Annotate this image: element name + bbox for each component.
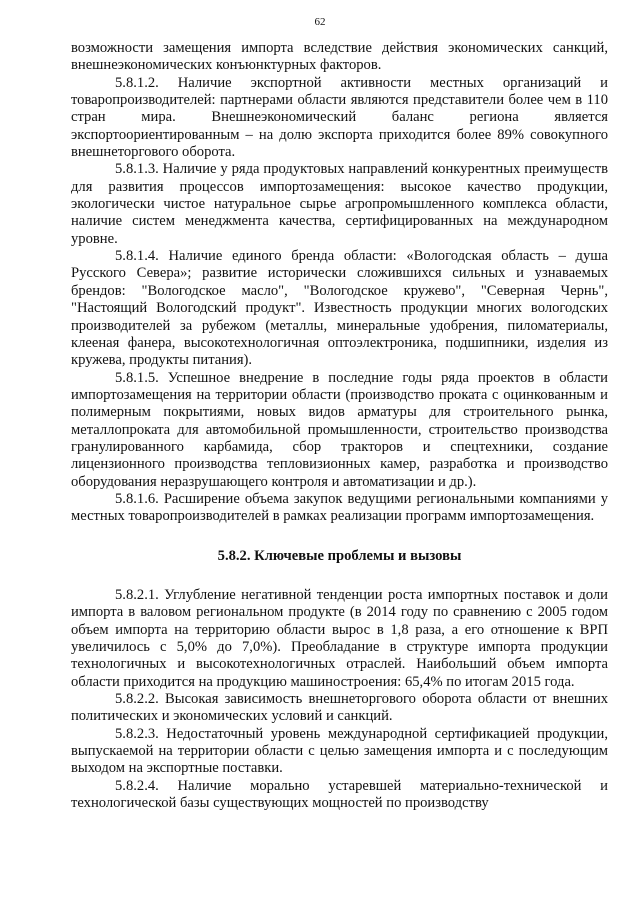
paragraph-5-8-2-2: 5.8.2.2. Высокая зависимость внешнеторгового оборота области от внешних политических и экономических условий и санкций. [71,691,608,725]
paragraph-continuation: возможности замещения импорта вследствие действия экономических санкций, внешнеэкономических конъюнктурных факторов. [71,40,608,74]
paragraph-5-8-1-3: 5.8.1.3. Наличие у ряда продуктовых направлений конкурентных преимуществ для развития процессов импортозамещения: высокое качество продукции, экологически чистое натуральное сырье агропромышленного комплекса области, наличие систем менеджмента качества, сертифицированных на международном уровне. [71,161,608,247]
paragraph-5-8-2-3: 5.8.2.3. Недостаточный уровень международной сертификацией продукции, выпускаемой на территории области с целью замещения импорта и с последующим выходом на экспортные поставки. [71,725,608,777]
paragraph-5-8-1-5: 5.8.1.5. Успешное внедрение в последние годы ряда проектов в области импортозамещения на территории области (производство проката с оцинкованным и полимерным покрытиями, новых видов арматуры для строительного рынка, металлопроката для автомобильной промышленности, строительство производства гранулированного карбамида, сбор тракторов и спецтехники, создание лицензионного производства тепловизионных камер, разработка и производство оборудования неразрушающего контроля и автоматизации и др.). [71,369,608,490]
paragraph-5-8-2-1: 5.8.2.1. Углубление негативной тенденции роста импортных поставок и доли импорта в валовом региональном продукте (в 2014 году по сравнению с 2005 годом объем импорта на территорию области вырос в 1,8 раза, а его отношение к ВРП увеличилось с 5,0% до 7,0%). Преобладание в структуре импорта продукции технологичных и высокотехнологичных отраслей. Наибольший объем импорта области приходится на продукцию машиностроения: 65,4% по итогам 2015 года. [71,586,608,690]
page-number: 62 [314,16,326,28]
paragraph-5-8-1-4: 5.8.1.4. Наличие единого бренда области: «Вологодская область – душа Русского Севера»; развитие исторически сложившихся сильных и узнаваемых брендов: "Вологодское масло", "Вологодское кружево", "Северная Чернь", "Настоящий Вологодский продукт". Известность продукции многих вологодских производителей за рубежом (металлы, минеральные удобрения, пиломатериалы, клееная фанера, высокотехнологичная оптоэлектроника, подшипники, изделия из кружева, продукты питания). [71,248,608,369]
paragraph-5-8-1-2: 5.8.1.2. Наличие экспортной активности местных организаций и товаропроизводителей: партнерами области являются представители более чем в 110 стран мира. Внешнеэкономический баланс региона является экспортоориентированным – на долю экспорта приходится более 89% совокупного внешнеторгового оборота. [71,74,608,161]
section-heading: 5.8.2. Ключевые проблемы и вызовы [217,547,462,564]
paragraph-5-8-1-6: 5.8.1.6. Расширение объема закупок ведущими региональными компаниями у местных товаропроизводителей в рамках реализации программ импортозамещения. [71,490,608,525]
paragraph-5-8-2-4: 5.8.2.4. Наличие морально устаревшей материально-технической и технологической базы существующих мощностей по производству [71,777,608,812]
document-body [71,40,608,812]
